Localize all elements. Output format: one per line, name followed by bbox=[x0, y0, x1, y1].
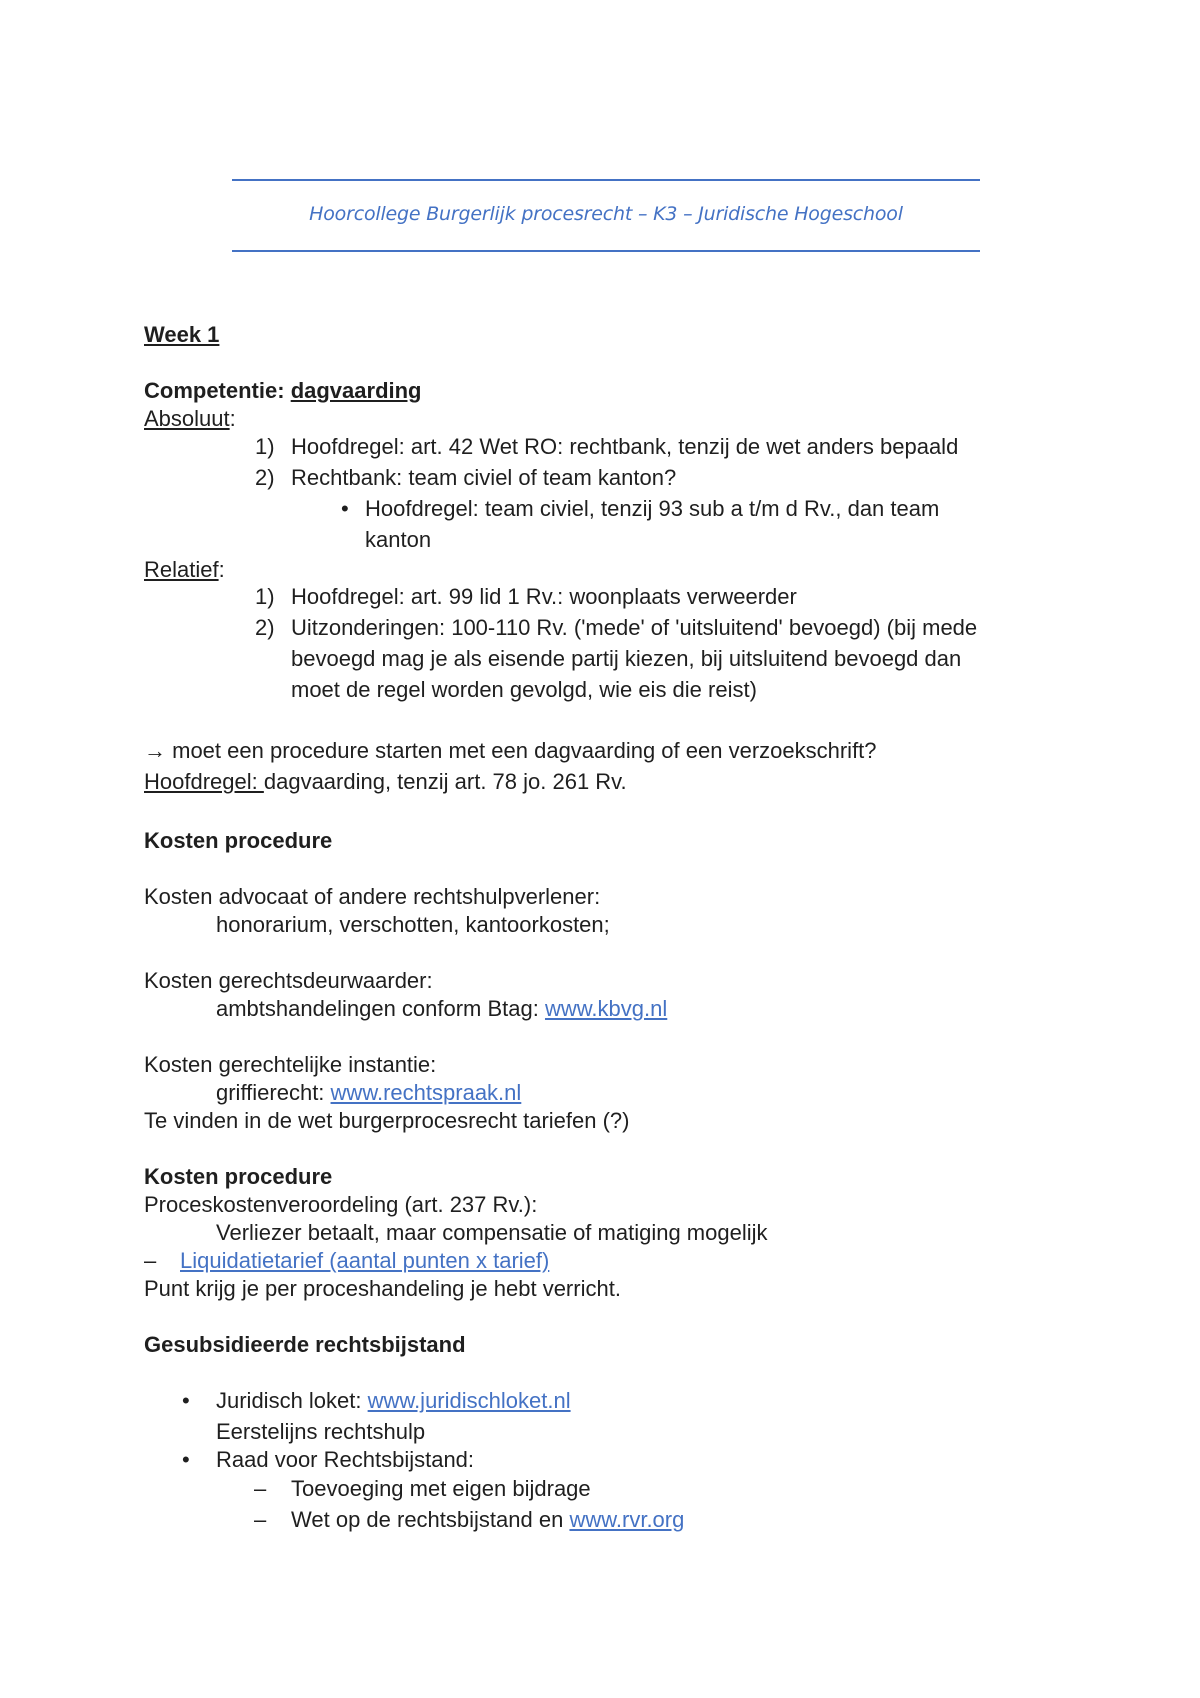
rvr-link[interactable]: www.rvr.org bbox=[569, 1507, 685, 1532]
week-title: Week 1 bbox=[144, 322, 220, 347]
punt-line: Punt krijg je per proceshandeling je hebt verricht. bbox=[144, 1276, 621, 1301]
bullet-2: • bbox=[182, 1447, 190, 1472]
rechtsbijstand-heading: Gesubsidieerde rechtsbijstand bbox=[144, 1332, 466, 1357]
liquidatietarief-link[interactable]: Liquidatietarief (aantal punten x tarief) bbox=[180, 1248, 550, 1273]
sub-dash-2: – bbox=[254, 1507, 267, 1532]
relatief-item-2-line-1: Uitzonderingen: 100-110 Rv. ('mede' of 'uitsluitend' bevoegd) (bij mede bbox=[291, 615, 978, 640]
absoluut-label: Absoluut: bbox=[144, 406, 236, 431]
kosten-deurwaarder-detail: ambtshandelingen conform Btag: www.kbvg.nl bbox=[216, 996, 668, 1021]
competentie-heading: Competentie: dagvaarding bbox=[144, 378, 422, 403]
raad-line: Raad voor Rechtsbijstand: bbox=[216, 1447, 475, 1472]
eerstelijns-line: Eerstelijns rechtshulp bbox=[216, 1419, 426, 1444]
absoluut-item-2: Rechtbank: team civiel of team kanton? bbox=[291, 465, 677, 490]
toevoeging-line: Toevoeging met eigen bijdrage bbox=[291, 1476, 591, 1501]
wet-rechtsbijstand-line: Wet op de rechtsbijstand en www.rvr.org bbox=[291, 1507, 685, 1532]
absoluut-item-1-num: 1) bbox=[255, 434, 275, 459]
kosten-instantie-detail: griffierecht: www.rechtspraak.nl bbox=[216, 1080, 522, 1105]
kosten-heading-2: Kosten procedure bbox=[144, 1164, 333, 1189]
hoofdregel-line: Hoofdregel: dagvaarding, tenzij art. 78 jo. 261 Rv. bbox=[144, 769, 627, 794]
kosten-instantie-label: Kosten gerechtelijke instantie: bbox=[144, 1052, 437, 1077]
kosten-advocaat-detail: honorarium, verschotten, kantoorkosten; bbox=[216, 912, 610, 937]
absoluut-item-1: Hoofdregel: art. 42 Wet RO: rechtbank, tenzij de wet anders bepaald bbox=[291, 434, 959, 459]
juridisch-loket-line: Juridisch loket: www.juridischloket.nl bbox=[216, 1388, 571, 1413]
kosten-deurwaarder-label: Kosten gerechtsdeurwaarder: bbox=[144, 968, 433, 993]
liquidatietarief-dash: – bbox=[144, 1248, 157, 1273]
verliezer-line: Verliezer betaalt, maar compensatie of matiging mogelijk bbox=[216, 1220, 768, 1245]
absoluut-subbullet: • bbox=[341, 496, 349, 521]
header-rule-bottom bbox=[232, 250, 980, 252]
proceskosten-line: Proceskostenveroordeling (art. 237 Rv.): bbox=[144, 1192, 538, 1217]
kbvg-link[interactable]: www.kbvg.nl bbox=[544, 996, 668, 1021]
relatief-label: Relatief: bbox=[144, 557, 225, 582]
kosten-advocaat-label: Kosten advocaat of andere rechtshulpverlener: bbox=[144, 884, 601, 909]
header-rule-top bbox=[232, 179, 980, 181]
relatief-item-2-line-3: moet de regel worden gevolgd, wie eis die reist) bbox=[291, 677, 757, 702]
rechtspraak-link[interactable]: www.rechtspraak.nl bbox=[330, 1080, 522, 1105]
arrow-icon: → bbox=[144, 738, 166, 763]
juridischloket-link[interactable]: www.juridischloket.nl bbox=[367, 1388, 571, 1413]
kosten-wet-note: Te vinden in de wet burgerprocesrecht tariefen (?) bbox=[144, 1108, 630, 1133]
relatief-item-2-line-2: bevoegd mag je als eisende partij kiezen, bij uitsluitend bevoegd dan bbox=[291, 646, 962, 671]
kosten-heading-1: Kosten procedure bbox=[144, 828, 333, 853]
header-title: Hoorcollege Burgerlijk procesrecht – K3 – Juridische Hogeschool bbox=[309, 203, 903, 225]
bullet-1: • bbox=[182, 1388, 190, 1413]
sub-dash-1: – bbox=[254, 1476, 267, 1501]
relatief-item-2-num: 2) bbox=[255, 615, 275, 640]
relatief-item-1: Hoofdregel: art. 99 lid 1 Rv.: woonplaats verweerder bbox=[291, 584, 797, 609]
absoluut-sub-line-2: kanton bbox=[365, 527, 432, 552]
relatief-item-1-num: 1) bbox=[255, 584, 275, 609]
absoluut-item-2-num: 2) bbox=[255, 465, 275, 490]
absoluut-sub-line-1: Hoofdregel: team civiel, tenzij 93 sub a t/m d Rv., dan team bbox=[365, 496, 940, 521]
procedure-question: → moet een procedure starten met een dagvaarding of een verzoekschrift? bbox=[144, 738, 877, 763]
